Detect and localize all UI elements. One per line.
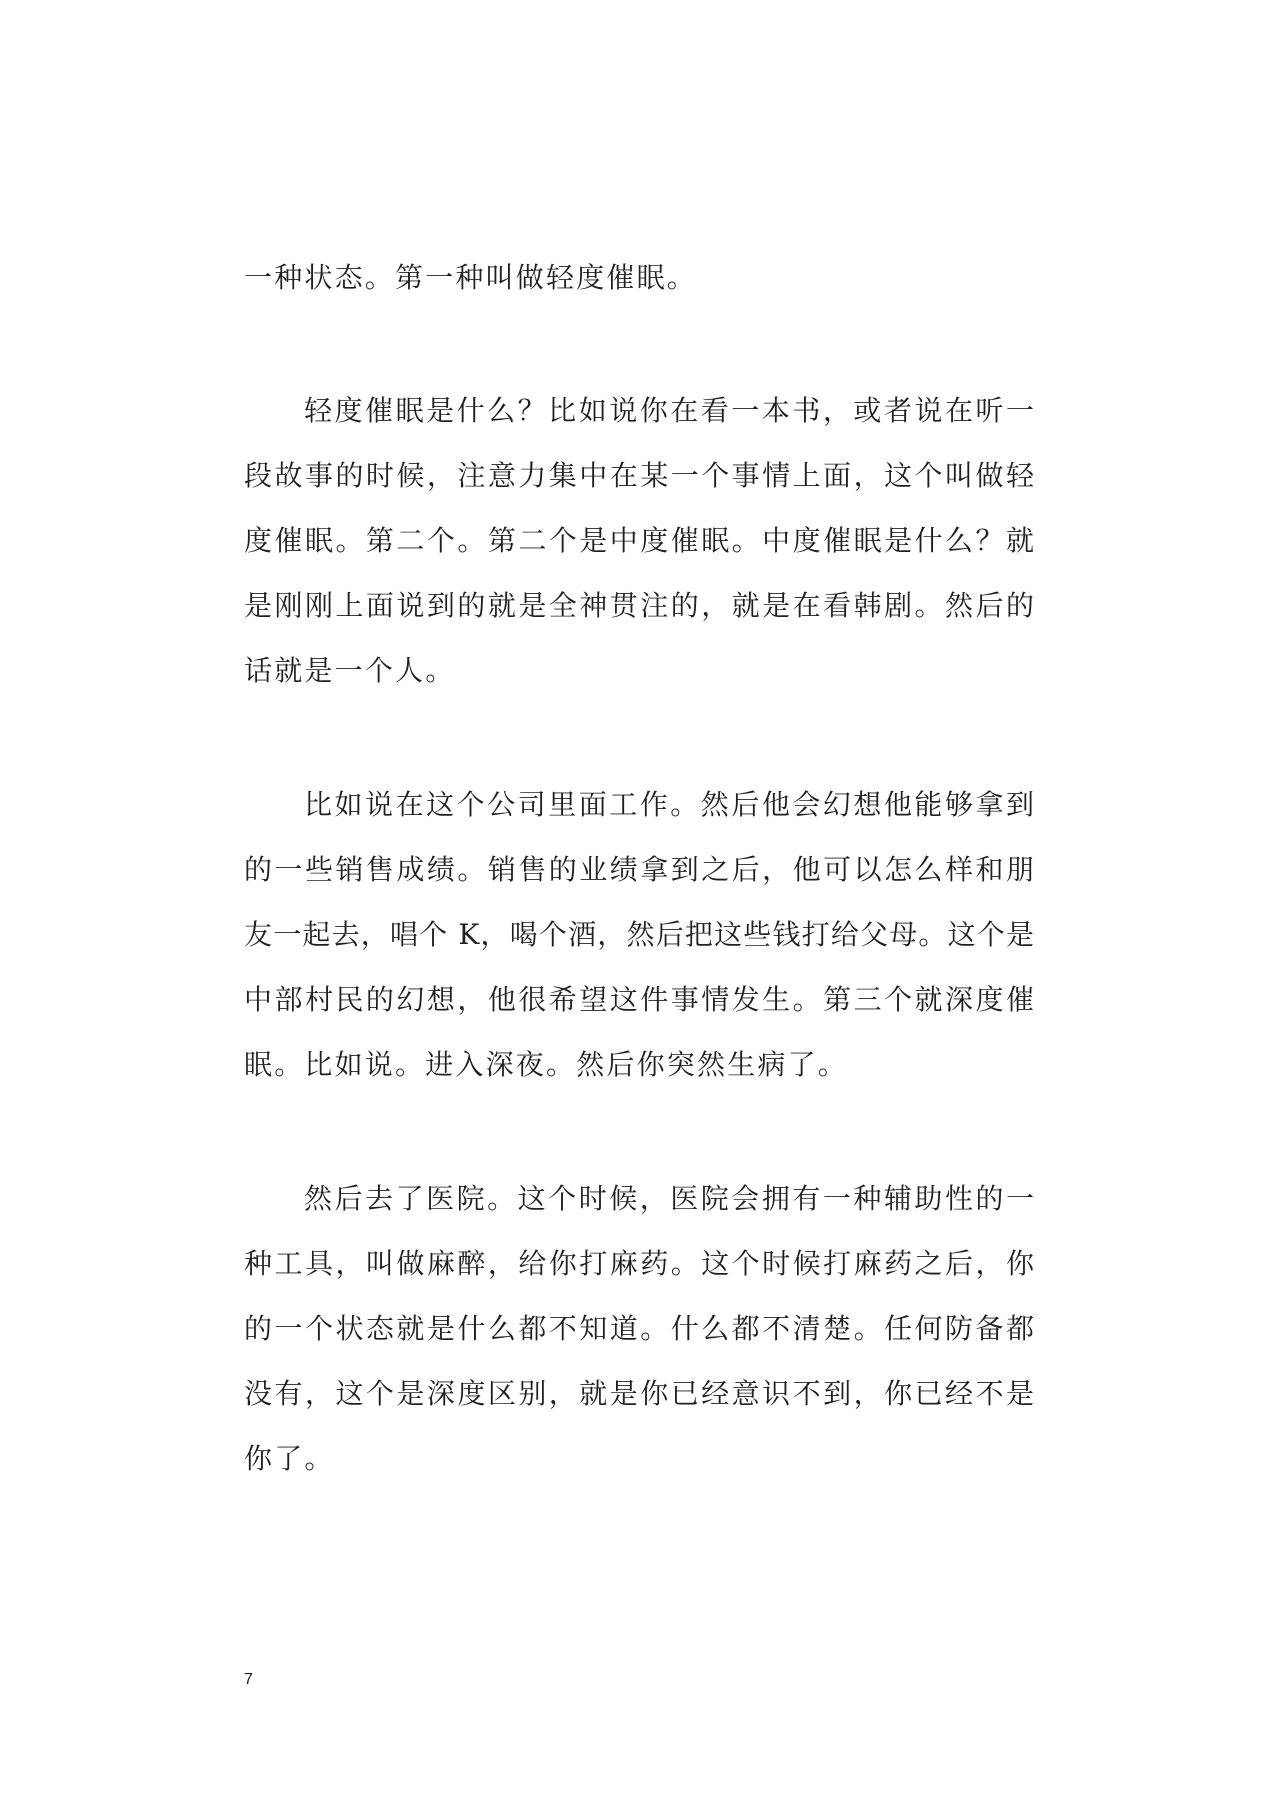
- page-number: 7: [244, 1671, 253, 1688]
- text-line: 你了。: [244, 1442, 335, 1475]
- text-line: 度催眠。第二个。第二个是中度催眠。中度催眠是什么？就: [244, 524, 1034, 557]
- text-line: 一种状态。第一种叫做轻度催眠。: [244, 261, 698, 294]
- text-line: 眠。比如说。进入深夜。然后你突然生病了。: [244, 1048, 849, 1081]
- text-line: 话就是一个人。: [244, 654, 456, 687]
- text-line: 是刚刚上面说到的就是全神贯注的，就是在看韩剧。然后的: [244, 589, 1034, 622]
- text-line: 然后去了医院。这个时候，医院会拥有一种辅助性的一: [304, 1182, 1034, 1215]
- text-line: 比如说在这个公司里面工作。然后他会幻想他能够拿到: [304, 788, 1034, 821]
- text-line: 友一起去，唱个 K，喝个酒，然后把这些钱打给父母。这个是: [244, 918, 1034, 951]
- text-line: 的一个状态就是什么都不知道。什么都不清楚。任何防备都: [244, 1312, 1034, 1345]
- text-line: 没有，这个是深度区别，就是你已经意识不到，你已经不是: [244, 1377, 1034, 1410]
- text-line: 段故事的时候，注意力集中在某一个事情上面，这个叫做轻: [244, 459, 1034, 492]
- text-line: 轻度催眠是什么？比如说你在看一本书，或者说在听一: [304, 394, 1034, 427]
- text-line: 种工具，叫做麻醉，给你打麻药。这个时候打麻药之后，你: [244, 1247, 1034, 1280]
- text-line: 中部村民的幻想，他很希望这件事情发生。第三个就深度催: [244, 983, 1034, 1016]
- text-line: 的一些销售成绩。销售的业绩拿到之后，他可以怎么样和朋: [244, 853, 1034, 886]
